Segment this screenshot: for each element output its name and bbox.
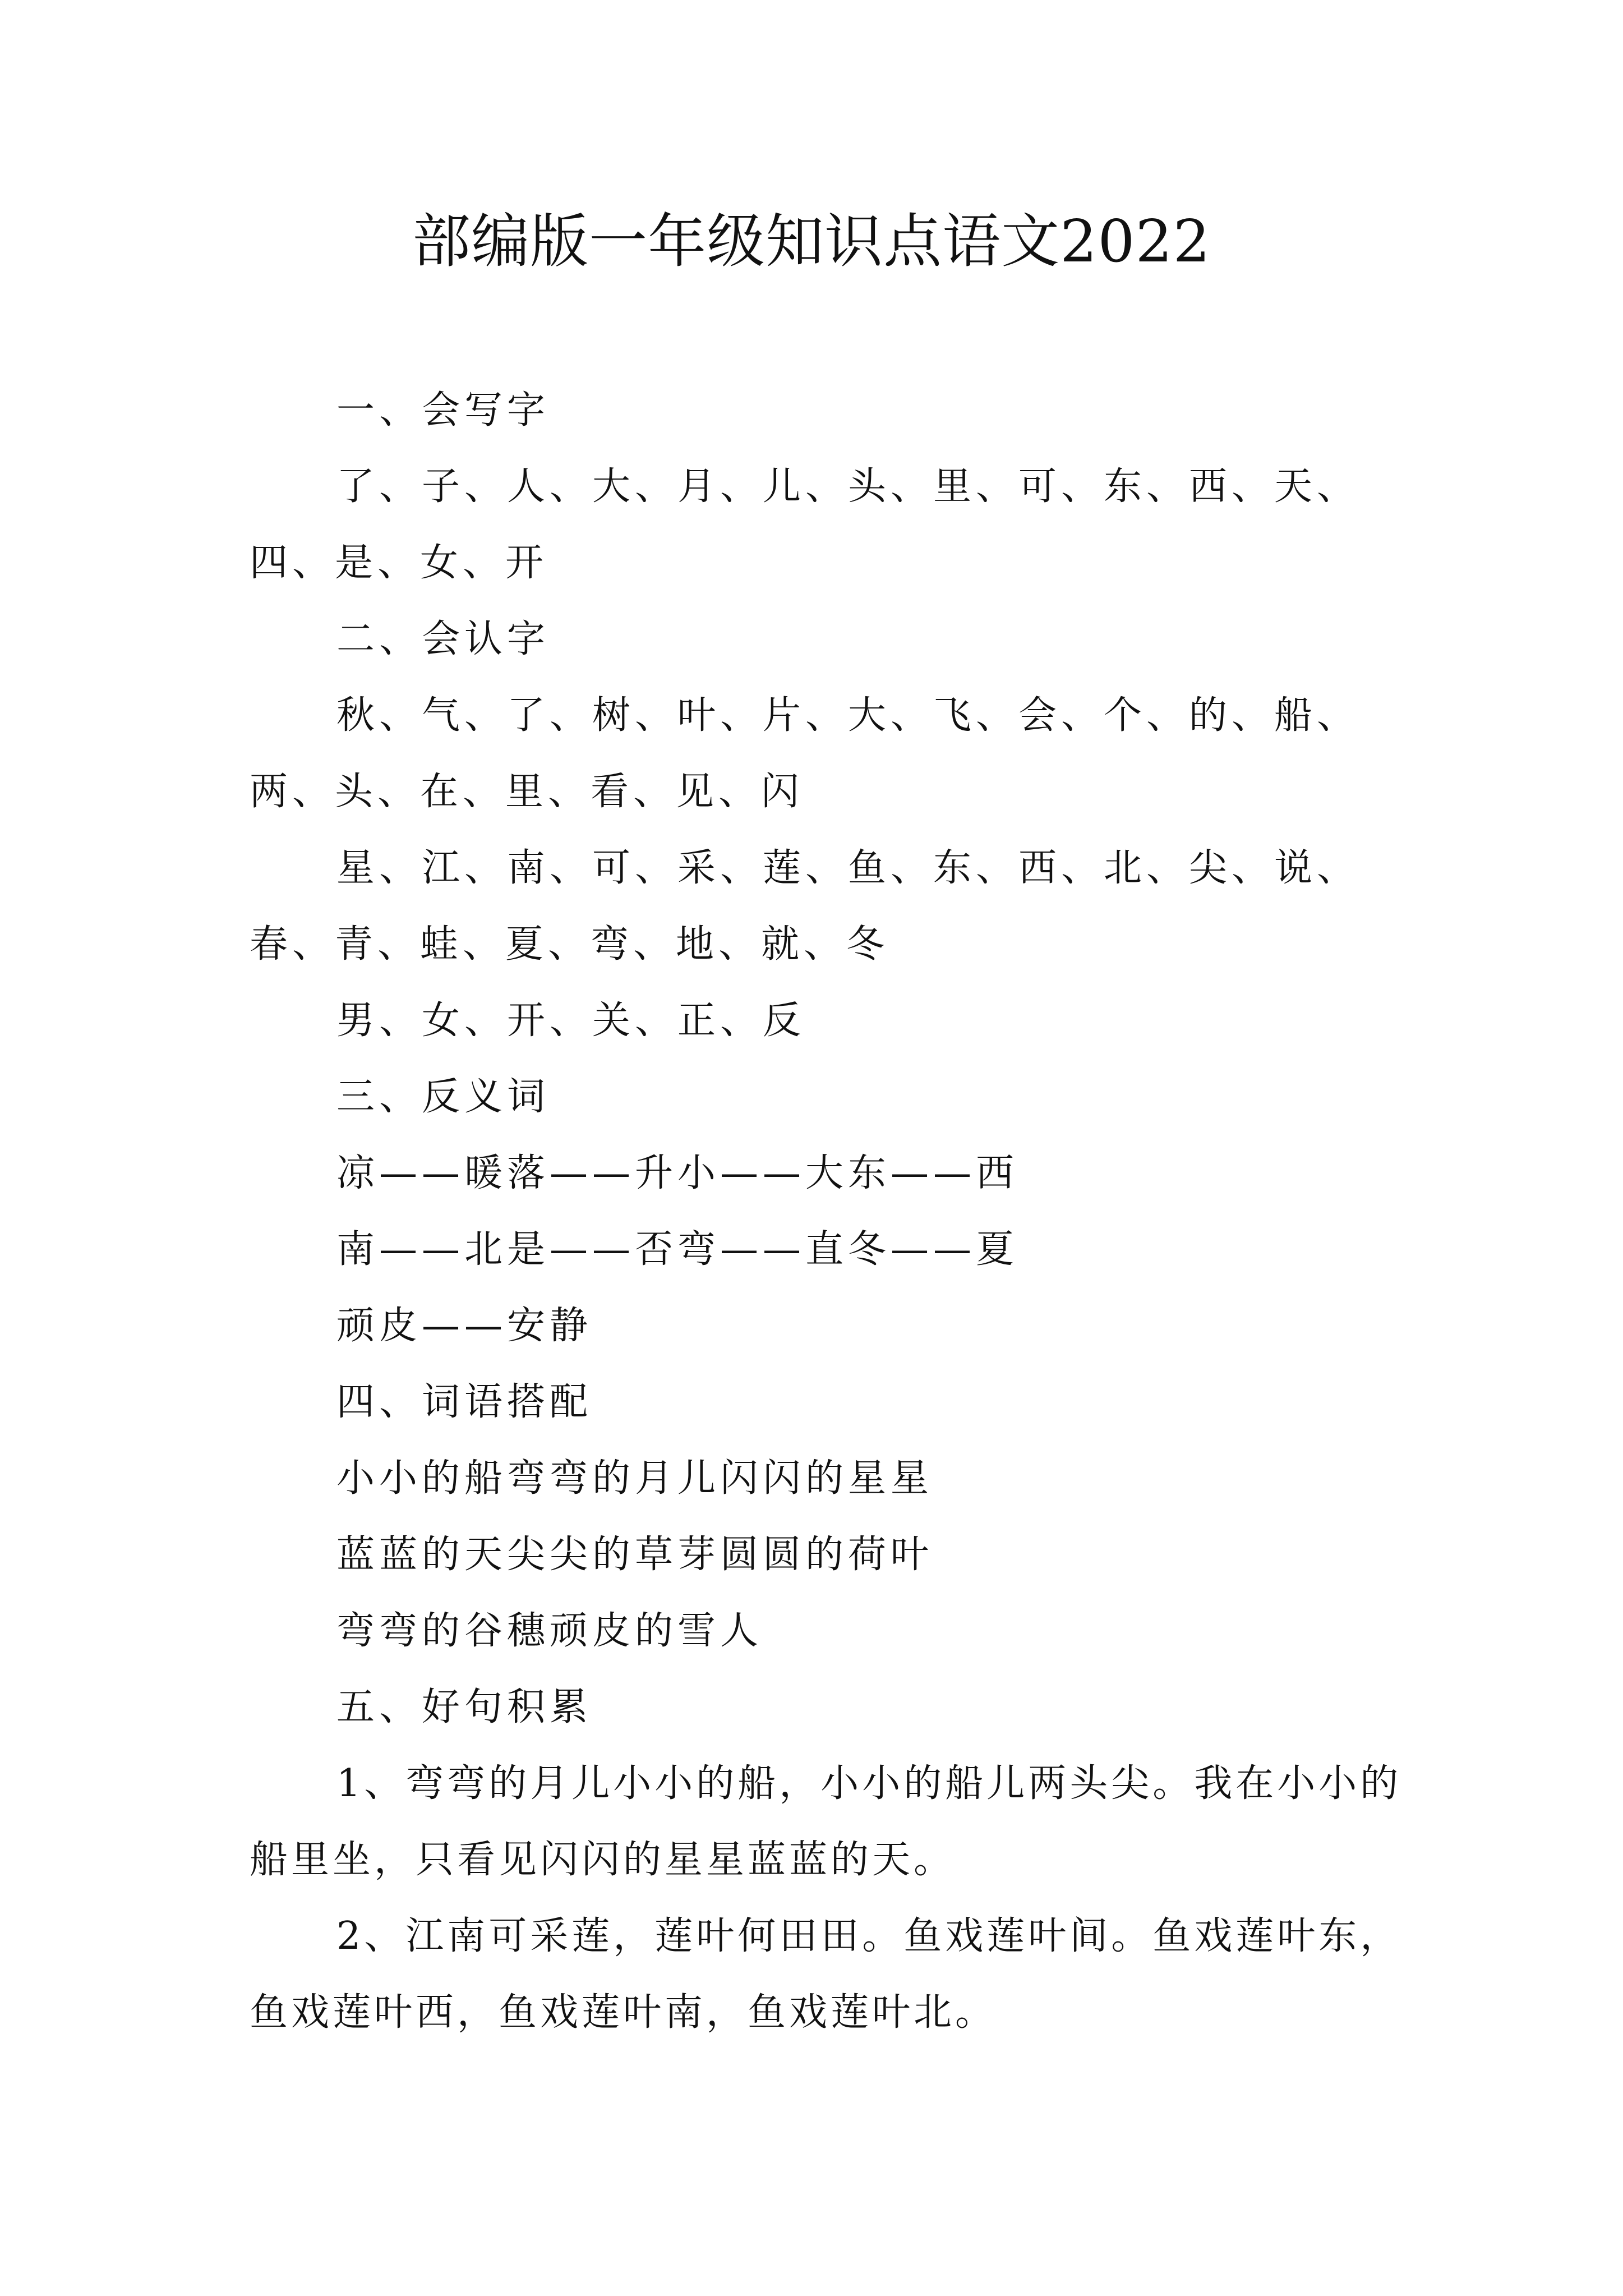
antonym-line-2: 南——北是——否弯——直冬——夏 — [336, 1227, 1019, 1272]
recognition-characters-2: 星、江、南、可、采、莲、鱼、东、西、北、尖、说、春、青、蛙、夏、弯、地、就、冬 — [250, 846, 1360, 967]
sentence-paragraph-2: 2、江南可采莲，莲叶何田田。鱼戏莲叶间。鱼戏莲叶东，鱼戏莲叶西，鱼戏莲叶南，鱼戏莲叶北。 — [250, 1914, 1402, 2035]
section-heading-word-collocation: 四、词语搭配 — [336, 1380, 593, 1424]
document-body — [250, 372, 1406, 2051]
antonym-line-1: 凉——暖落——升小——大东——西 — [336, 1151, 1019, 1195]
collocation-line-1: 小小的船弯弯的月儿闪闪的星星 — [336, 1456, 934, 1501]
collocation-line-2: 蓝蓝的天尖尖的草芽圆圆的荷叶 — [336, 1533, 934, 1577]
page-title: 部编版一年级知识点语文2022 — [412, 207, 1211, 275]
section-heading-recognition: 二、会认字 — [336, 617, 550, 661]
section-heading-good-sentences: 五、好句积累 — [336, 1685, 593, 1729]
writing-characters: 了、子、人、大、月、儿、头、里、可、东、西、天、四、是、女、开 — [250, 464, 1360, 585]
sentence-paragraph-1: 1、弯弯的月儿小小的船，小小的船儿两头尖。我在小小的船里坐，只看见闪闪的星星蓝蓝的天。 — [250, 1761, 1402, 1882]
antonym-line-3: 顽皮——安静 — [336, 1304, 593, 1348]
recognition-characters-3: 男、女、开、关、正、反 — [336, 999, 806, 1043]
section-heading-antonyms: 三、反义词 — [336, 1075, 550, 1119]
collocation-line-3: 弯弯的谷穗顽皮的雪人 — [336, 1609, 763, 1653]
section-heading-writing: 一、会写字 — [336, 388, 550, 432]
recognition-characters-1: 秋、气、了、树、叶、片、大、飞、会、个、的、船、两、头、在、里、看、见、闪 — [250, 693, 1360, 814]
